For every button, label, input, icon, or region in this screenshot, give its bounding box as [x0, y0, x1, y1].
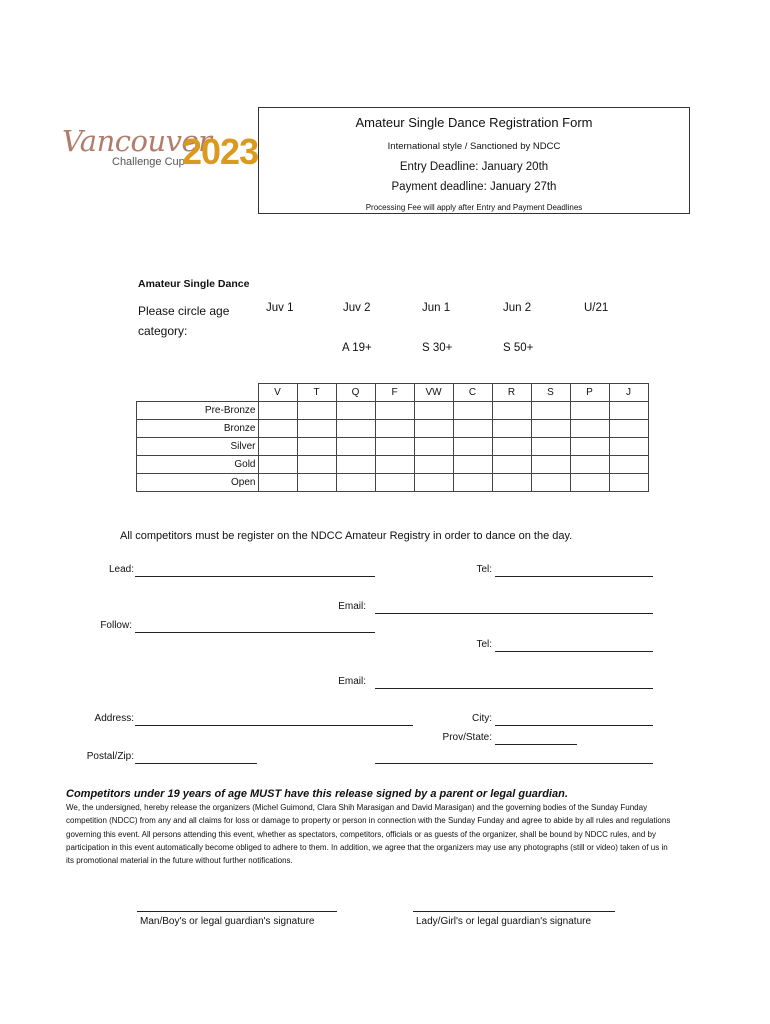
table-row — [137, 420, 649, 438]
grid-cell[interactable] — [375, 456, 414, 474]
grid-cell[interactable] — [531, 456, 570, 474]
grid-cell[interactable] — [453, 420, 492, 438]
processing-fee-note: Processing Fee will apply after Entry and Payment Deadlines — [365, 203, 583, 212]
lead-email-label: Email: — [338, 601, 366, 612]
level-label: Pre-Bronze — [137, 402, 259, 420]
grid-cell[interactable] — [609, 474, 648, 492]
grid-cell[interactable] — [453, 402, 492, 420]
grid-cell[interactable] — [609, 438, 648, 456]
grid-cell[interactable] — [492, 420, 531, 438]
grid-cell[interactable] — [297, 402, 336, 420]
grid-cell[interactable] — [531, 402, 570, 420]
grid-cell[interactable] — [336, 456, 375, 474]
table-row — [137, 438, 649, 456]
age-category-label: Please circle age category: — [138, 304, 230, 338]
logo-subtitle: Challenge Cup — [112, 156, 185, 168]
grid-cell[interactable] — [609, 420, 648, 438]
extra-input-line[interactable] — [375, 763, 653, 764]
column-header: S — [531, 384, 570, 402]
age-option-a19[interactable]: A 19+ — [342, 342, 372, 354]
table-row — [137, 474, 649, 492]
level-label: Bronze — [137, 420, 259, 438]
column-header: J — [609, 384, 648, 402]
follow-label: Follow: — [100, 620, 132, 631]
grid-cell[interactable] — [492, 474, 531, 492]
age-option-juv1[interactable]: Juv 1 — [266, 302, 294, 314]
man-signature-label: Man/Boy's or legal guardian's signature — [140, 916, 315, 927]
release-body: We, the undersigned, hereby release the organizers (Michel Guimond, Clara Shih Marasigan and David Marasigan) and the governing bodies of the Sunday Funday competition (NDCC) from any and all claims for loss or damage to property or person in connection with the Sunday Funday and agree to abide by all rules and regulations governing this event. All persons attending this event, whether as spectators, competitors, officials or as guests of the organizer, shall be bound by NDCC rules, and by participation in this event automatically become obliged to adhere to them. In addition, we agree that the organizers may use any photographs (still or video) taken of us in its promotional material in the future without further notifications. — [66, 803, 671, 866]
age-option-jun2[interactable]: Jun 2 — [503, 302, 532, 314]
grid-cell[interactable] — [375, 420, 414, 438]
lady-signature-label: Lady/Girl's or legal guardian's signature — [416, 916, 592, 927]
lead-email-input-line[interactable] — [375, 613, 653, 614]
grid-cell[interactable] — [258, 474, 297, 492]
city-label: City: — [472, 713, 492, 724]
form-header-box — [258, 107, 690, 214]
grid-cell[interactable] — [609, 402, 648, 420]
column-header: R — [492, 384, 531, 402]
follow-tel-label: Tel: — [476, 639, 492, 650]
level-label: Open — [137, 474, 259, 492]
prov-state-input-line[interactable] — [495, 744, 577, 745]
lady-signature-line[interactable] — [413, 911, 615, 912]
grid-cell[interactable] — [297, 456, 336, 474]
form-title: Amateur Single Dance Registration Form — [355, 115, 593, 130]
grid-cell[interactable] — [453, 438, 492, 456]
grid-cell[interactable] — [531, 420, 570, 438]
grid-cell[interactable] — [375, 474, 414, 492]
grid-cell[interactable] — [570, 456, 609, 474]
event-logo — [62, 126, 258, 174]
form-style-note: International style / Sanctioned by NDCC — [387, 141, 561, 152]
man-signature-line[interactable] — [137, 911, 337, 912]
grid-cell[interactable] — [258, 420, 297, 438]
lead-tel-input-line[interactable] — [495, 576, 653, 577]
grid-cell[interactable] — [453, 474, 492, 492]
grid-cell[interactable] — [414, 438, 453, 456]
grid-cell[interactable] — [414, 474, 453, 492]
grid-cell[interactable] — [414, 420, 453, 438]
logo-year: 2023 — [182, 131, 259, 172]
grid-cell[interactable] — [492, 402, 531, 420]
grid-corner — [137, 384, 259, 402]
registry-note: All competitors must be register on the NDCC Amateur Registry in order to dance on the day. — [120, 530, 573, 542]
grid-cell[interactable] — [453, 456, 492, 474]
age-option-jun1[interactable]: Jun 1 — [422, 302, 451, 314]
column-header: C — [453, 384, 492, 402]
level-label: Silver — [137, 438, 259, 456]
grid-cell[interactable] — [531, 474, 570, 492]
grid-cell[interactable] — [258, 438, 297, 456]
follow-tel-input-line[interactable] — [495, 651, 653, 652]
column-header: V — [258, 384, 297, 402]
table-row — [137, 456, 649, 474]
postal-zip-label: Postal/Zip: — [86, 751, 134, 762]
grid-cell[interactable] — [297, 420, 336, 438]
prov-state-label: Prov/State: — [442, 732, 492, 743]
grid-cell[interactable] — [297, 438, 336, 456]
grid-cell[interactable] — [570, 402, 609, 420]
address-label: Address: — [94, 713, 134, 724]
grid-cell[interactable] — [570, 474, 609, 492]
logo-script-text: Vancouver — [62, 124, 212, 158]
lead-label: Lead: — [108, 564, 134, 575]
lead-tel-label: Tel: — [476, 564, 492, 575]
grid-cell[interactable] — [336, 438, 375, 456]
grid-cell[interactable] — [297, 474, 336, 492]
grid-header-row — [137, 384, 649, 402]
age-option-u21[interactable]: U/21 — [584, 302, 609, 314]
column-header: P — [570, 384, 609, 402]
grid-cell[interactable] — [336, 420, 375, 438]
payment-deadline: Payment deadline: January 27th — [391, 181, 557, 193]
grid-cell[interactable] — [492, 456, 531, 474]
grid-cell[interactable] — [609, 456, 648, 474]
column-header: F — [375, 384, 414, 402]
grid-cell[interactable] — [258, 456, 297, 474]
grid-cell[interactable] — [492, 438, 531, 456]
follow-input-line[interactable] — [135, 632, 375, 633]
lead-input-line[interactable] — [135, 576, 375, 577]
grid-cell[interactable] — [258, 402, 297, 420]
age-option-s30[interactable]: S 30+ — [422, 342, 453, 354]
grid-cell[interactable] — [336, 402, 375, 420]
grid-cell[interactable] — [375, 402, 414, 420]
column-header: T — [297, 384, 336, 402]
postal-zip-input-line[interactable] — [135, 763, 257, 764]
section-title: Amateur Single Dance — [138, 278, 250, 290]
grid-cell[interactable] — [531, 438, 570, 456]
follow-email-label: Email: — [338, 676, 366, 687]
grid-cell[interactable] — [570, 420, 609, 438]
age-option-juv2[interactable]: Juv 2 — [343, 302, 371, 314]
column-header: Q — [336, 384, 375, 402]
city-input-line[interactable] — [495, 725, 653, 726]
grid-cell[interactable] — [414, 456, 453, 474]
level-label: Gold — [137, 456, 259, 474]
grid-cell[interactable] — [570, 438, 609, 456]
grid-cell[interactable] — [414, 402, 453, 420]
follow-email-input-line[interactable] — [375, 688, 653, 689]
address-input-line[interactable] — [135, 725, 413, 726]
age-option-s50[interactable]: S 50+ — [503, 342, 534, 354]
dance-level-grid — [136, 383, 649, 492]
grid-cell[interactable] — [375, 438, 414, 456]
column-header: VW — [414, 384, 453, 402]
entry-deadline: Entry Deadline: January 20th — [399, 161, 549, 173]
table-row — [137, 402, 649, 420]
release-title: Competitors under 19 years of age MUST have this release signed by a parent or legal guardian. — [66, 788, 568, 800]
grid-cell[interactable] — [336, 474, 375, 492]
